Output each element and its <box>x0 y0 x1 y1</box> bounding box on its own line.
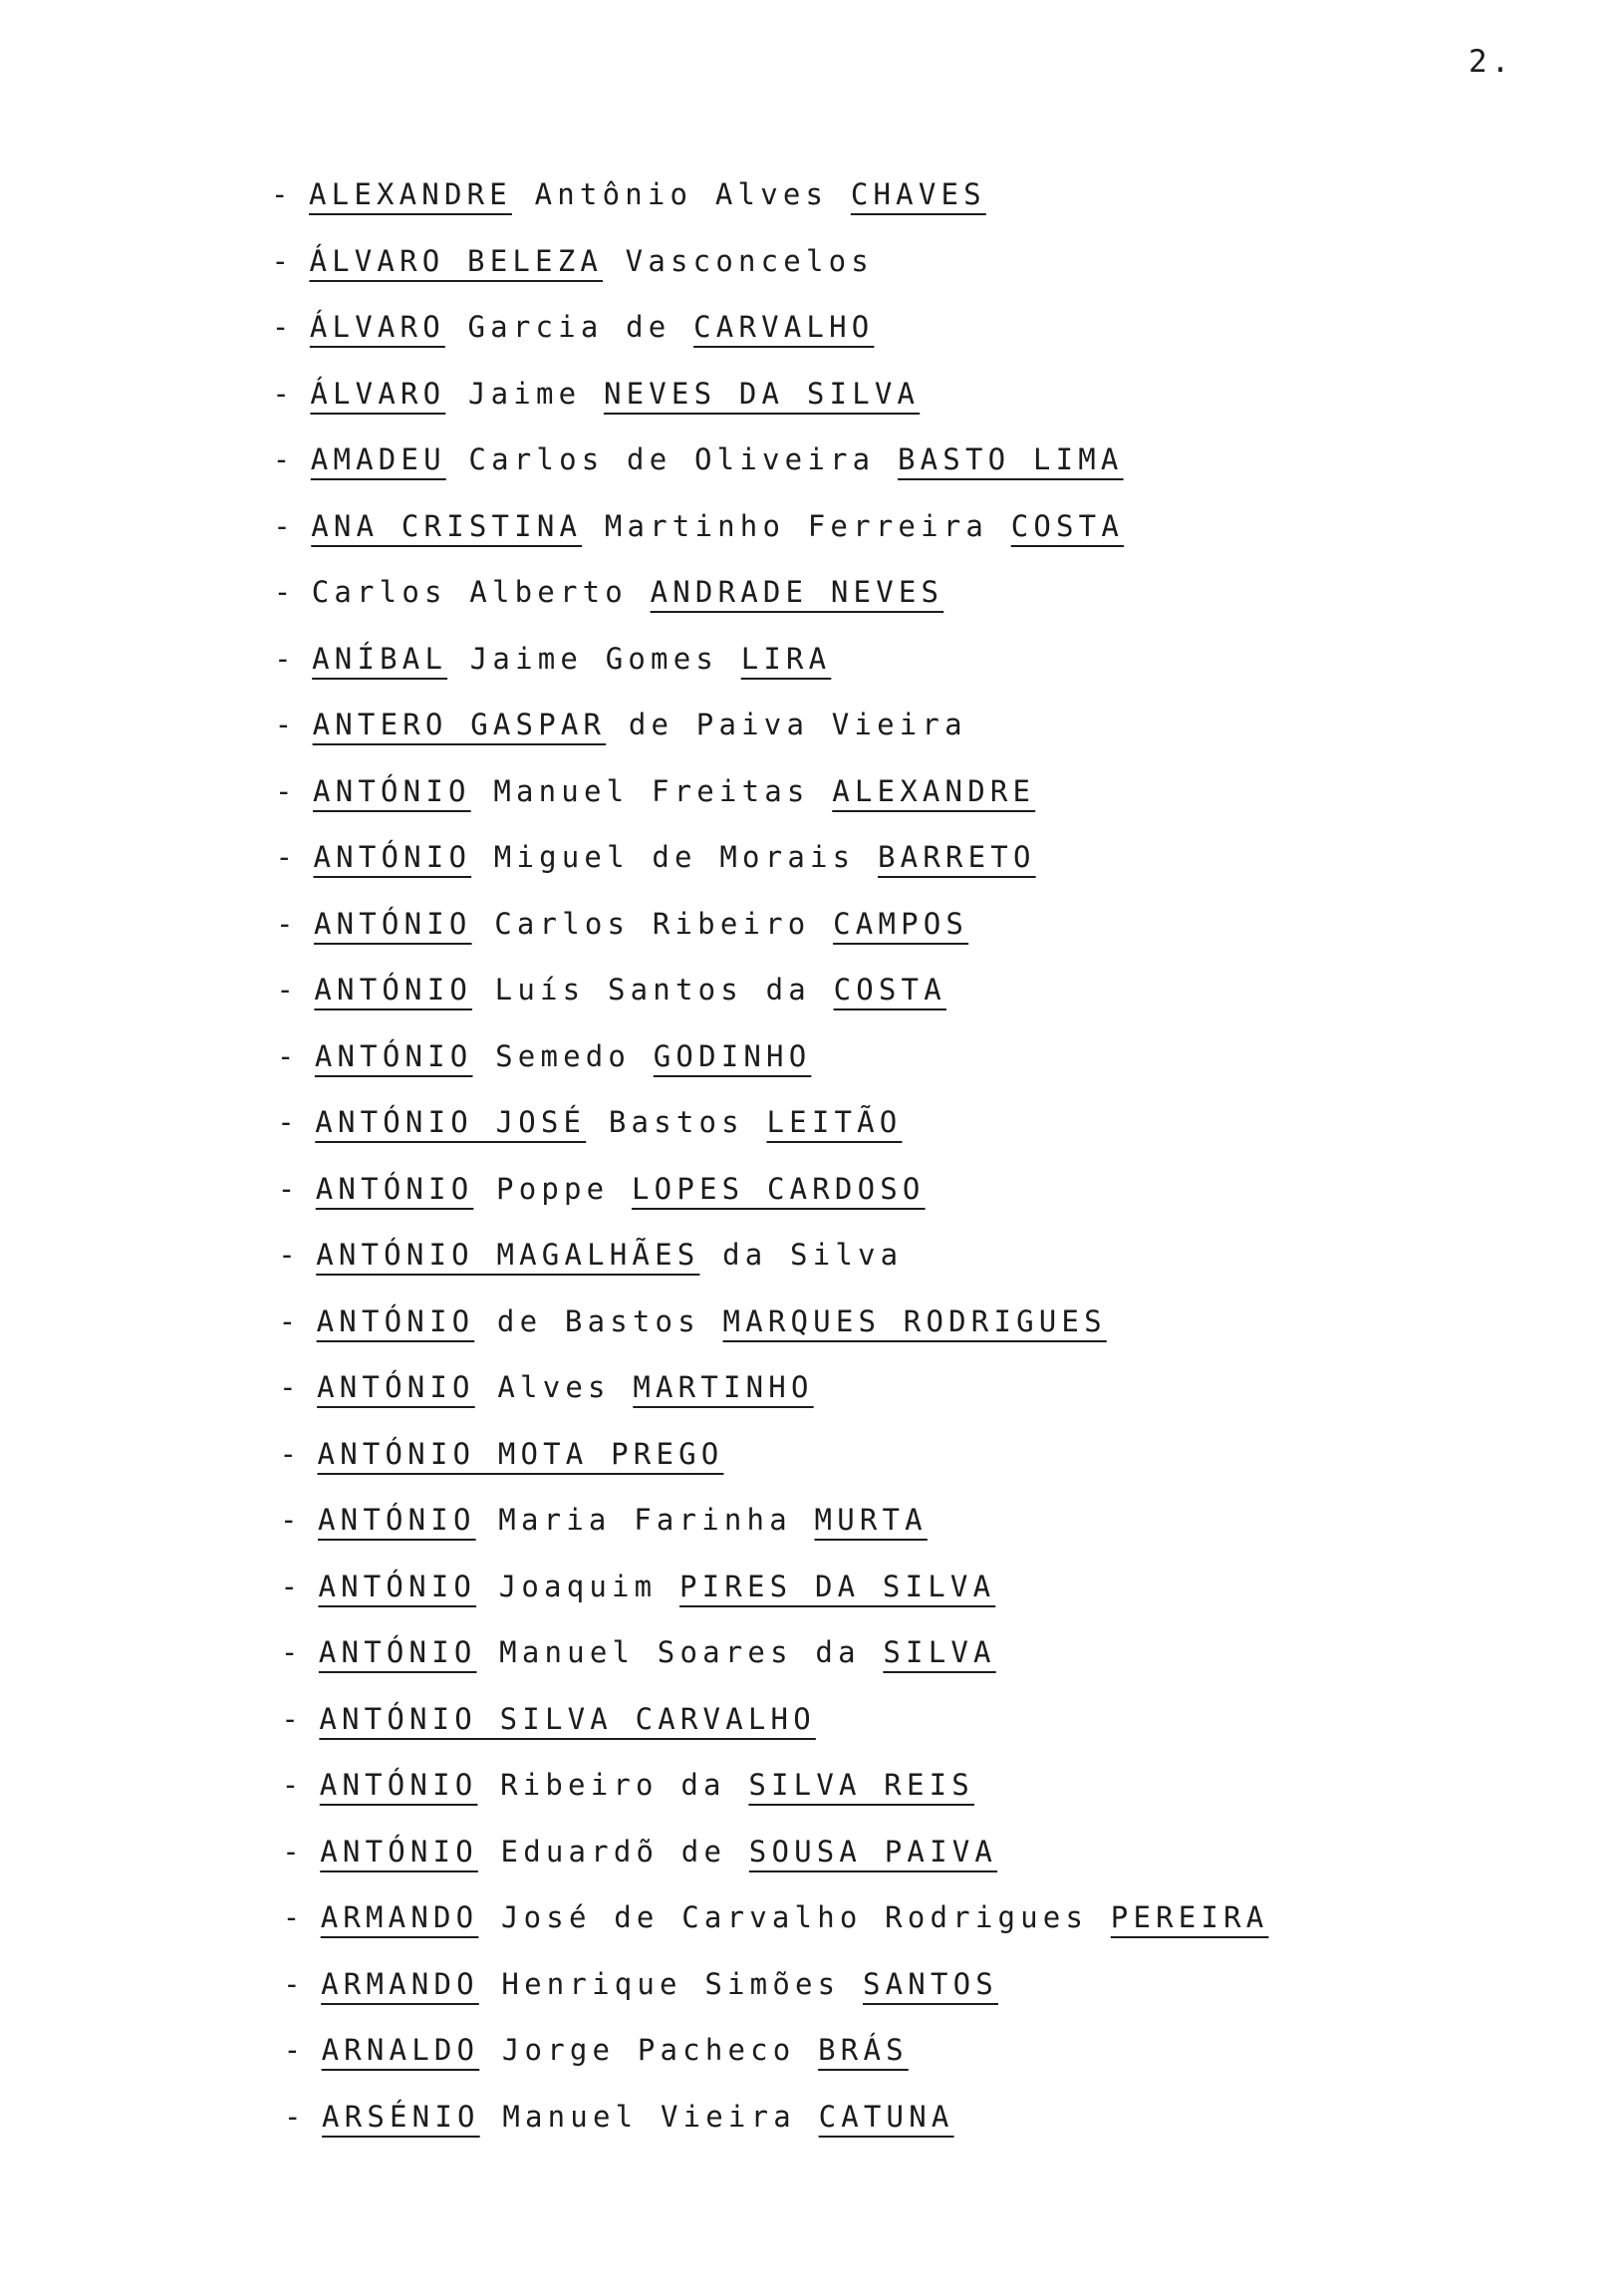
list-item <box>278 1230 1268 1296</box>
list-bullet: - <box>280 1569 304 1603</box>
underlined-name-part: AMADEU <box>310 442 446 476</box>
underlined-name-part: ANTÓNIO <box>313 840 472 874</box>
list-bullet: - <box>274 708 298 741</box>
underlined-name-part: LOPES CARDOSO <box>632 1171 926 1206</box>
list-bullet: - <box>281 1768 305 1802</box>
list-bullet: - <box>274 641 297 676</box>
name-part: Jaime Gomes <box>447 641 741 676</box>
name-part: Antônio Alves <box>511 177 851 211</box>
name-part: Vasconcelos <box>603 243 874 278</box>
list-item <box>276 899 1268 966</box>
list-item <box>277 1031 1269 1098</box>
underlined-name-part: ANTÓNIO <box>319 1768 478 1802</box>
underlined-name-part: PEREIRA <box>1110 1900 1269 1934</box>
list-bullet: - <box>278 1303 302 1338</box>
list-bullet: - <box>279 1436 303 1471</box>
name-part: Ribeiro da <box>477 1768 749 1802</box>
underlined-name-part: CHAVES <box>850 177 986 211</box>
list-item <box>282 1827 1268 1893</box>
list-item <box>280 1562 1268 1628</box>
name-part: de Bastos <box>474 1303 723 1338</box>
underlined-name-part: ANTÓNIO <box>318 1503 476 1537</box>
underlined-name-part: LIRA <box>740 641 832 676</box>
list-item <box>271 169 1268 236</box>
name-part: Carlos de Oliveira <box>445 442 898 476</box>
list-bullet: - <box>271 177 294 211</box>
underlined-name-part: BASTO LIMA <box>897 442 1124 476</box>
list-bullet: - <box>282 1834 305 1868</box>
name-part: Martinho Ferreira <box>582 508 1011 543</box>
name-part: Poppe <box>473 1171 632 1206</box>
underlined-name-part: ANTÓNIO <box>318 1635 477 1669</box>
underlined-name-part: LEITÃO <box>766 1105 903 1139</box>
name-part: Semedo <box>472 1038 654 1073</box>
list-bullet: - <box>275 906 299 941</box>
list-item <box>272 369 1268 435</box>
name-part: Maria Farinha <box>475 1503 815 1537</box>
name-part: Manuel Soares da <box>476 1635 884 1669</box>
underlined-name-part: ARMANDO <box>321 1966 479 2001</box>
underlined-name-part: SOUSA PAIVA <box>748 1834 998 1868</box>
list-item <box>275 766 1268 833</box>
list-item <box>273 501 1268 568</box>
underlined-name-part: NEVES DA SILVA <box>603 376 921 411</box>
underlined-name-part: BARRETO <box>878 840 1036 874</box>
list-bullet: - <box>277 1105 300 1139</box>
name-part: Miguel de Morais <box>471 840 878 874</box>
name-list <box>271 169 1268 2157</box>
underlined-name-part: ANTÓNIO SILVA CARVALHO <box>319 1701 816 1736</box>
underlined-name-part: ARNALDO <box>321 2033 480 2067</box>
underlined-name-part: ARMANDO <box>320 1900 479 1934</box>
list-item <box>280 1429 1269 1496</box>
list-bullet: - <box>273 508 296 543</box>
list-item <box>277 1097 1268 1164</box>
list-item <box>283 1892 1269 1959</box>
underlined-name-part: CATUNA <box>818 2099 954 2134</box>
name-part: Henrique Simões <box>478 1966 863 2001</box>
underlined-name-part: ANTÓNIO <box>318 1569 477 1603</box>
underlined-name-part: ANTÓNIO JOSÉ <box>315 1105 587 1139</box>
name-part: Manuel Vieira <box>479 2099 819 2134</box>
underlined-name-part: GODINHO <box>653 1038 812 1073</box>
underlined-name-part: ANTÓNIO MOTA PREGO <box>317 1436 724 1471</box>
name-part: Garcia de <box>444 310 694 344</box>
list-item <box>282 1760 1269 1827</box>
name-part: Carlos Alberto <box>311 575 651 609</box>
underlined-name-part: SILVA <box>883 1635 996 1669</box>
list-item <box>272 302 1269 369</box>
underlined-name-part: ANDRADE NEVES <box>650 575 944 609</box>
list-bullet: - <box>279 1370 302 1404</box>
list-bullet: - <box>275 840 299 874</box>
list-bullet: - <box>282 1900 306 1934</box>
underlined-name-part: PIRES DA SILVA <box>679 1569 996 1603</box>
name-part: Manuel Freitas <box>470 773 833 808</box>
list-bullet: - <box>280 1503 303 1537</box>
list-item <box>281 1694 1268 1761</box>
list-item <box>274 567 1269 634</box>
underlined-name-part: ANTÓNIO <box>314 973 473 1006</box>
name-part: Alves <box>474 1370 634 1404</box>
list-bullet: - <box>276 1038 300 1073</box>
list-bullet: - <box>275 773 298 808</box>
list-bullet: - <box>276 973 300 1006</box>
list-item <box>283 1959 1268 2026</box>
name-part: da Silva <box>699 1238 904 1272</box>
list-item <box>284 2025 1269 2092</box>
underlined-name-part: ALEXANDRE <box>309 177 512 211</box>
underlined-name-part: ANTÓNIO <box>314 1038 473 1073</box>
underlined-name-part: ANTÓNIO <box>316 1303 475 1338</box>
name-part: Carlos Ribeiro <box>471 906 834 941</box>
underlined-name-part: MARTINHO <box>633 1370 814 1404</box>
underlined-name-part: COSTA <box>1010 508 1125 543</box>
list-item <box>280 1495 1268 1562</box>
list-item <box>276 965 1268 1031</box>
name-part: Eduardõ de <box>477 1834 749 1868</box>
name-part: Jorge Pacheco <box>479 2033 819 2067</box>
underlined-name-part: ANA CRISTINA <box>311 508 583 543</box>
underlined-name-part: SILVA REIS <box>748 1768 974 1802</box>
underlined-name-part: BRÁS <box>818 2033 909 2067</box>
name-part: Bastos <box>586 1105 767 1139</box>
underlined-name-part: ANTÓNIO <box>317 1370 475 1404</box>
list-bullet: - <box>271 310 295 344</box>
list-item <box>279 1296 1269 1363</box>
underlined-name-part: ÁLVARO <box>309 310 445 344</box>
list-item <box>284 2092 1268 2158</box>
name-part: Jaime <box>445 376 604 411</box>
list-item <box>271 236 1268 303</box>
list-bullet: - <box>283 1966 306 2001</box>
underlined-name-part: ANTÓNIO <box>320 1834 478 1868</box>
list-item <box>276 832 1269 899</box>
name-part: Luís Santos da <box>472 973 834 1006</box>
underlined-name-part: ANÍBAL <box>312 641 448 676</box>
underlined-name-part: ALEXANDRE <box>832 773 1036 808</box>
underlined-name-part: MARQUES RODRIGUES <box>722 1303 1107 1338</box>
list-bullet: - <box>281 1701 305 1736</box>
name-part: José de Carvalho Rodrigues <box>478 1900 1111 1934</box>
underlined-name-part: COSTA <box>833 973 946 1006</box>
list-bullet: - <box>273 575 297 609</box>
list-bullet: - <box>272 376 296 411</box>
underlined-name-part: ÁLVARO <box>310 376 446 411</box>
list-bullet: - <box>277 1171 301 1206</box>
name-part: de Paiva Vieira <box>606 708 967 741</box>
list-item <box>273 434 1269 501</box>
list-bullet: - <box>280 1635 304 1669</box>
list-item <box>274 634 1268 701</box>
underlined-name-part: ÁLVARO BELEZA <box>309 243 604 278</box>
name-part: Joaquim <box>476 1569 679 1603</box>
list-bullet: - <box>272 442 296 476</box>
underlined-name-part: ANTÓNIO <box>315 1171 474 1206</box>
underlined-name-part: ANTERO GASPAR <box>312 708 607 741</box>
list-item <box>275 700 1269 766</box>
list-item <box>279 1362 1268 1429</box>
list-item <box>281 1627 1269 1694</box>
underlined-name-part: ANTÓNIO <box>313 773 471 808</box>
list-bullet: - <box>284 2099 307 2134</box>
underlined-name-part: CARVALHO <box>693 310 875 344</box>
list-bullet: - <box>271 243 295 278</box>
list-bullet: - <box>278 1238 301 1272</box>
underlined-name-part: ANTÓNIO <box>313 906 472 941</box>
list-item <box>278 1164 1269 1231</box>
underlined-name-part: CAMPOS <box>833 906 969 941</box>
underlined-name-part: ANTÓNIO MAGALHÃES <box>316 1238 700 1272</box>
page-number: 2. <box>1469 44 1514 80</box>
underlined-name-part: ARSÉNIO <box>322 2099 480 2134</box>
list-bullet: - <box>283 2033 307 2067</box>
underlined-name-part: SANTOS <box>862 1966 998 2001</box>
underlined-name-part: MURTA <box>814 1503 928 1537</box>
